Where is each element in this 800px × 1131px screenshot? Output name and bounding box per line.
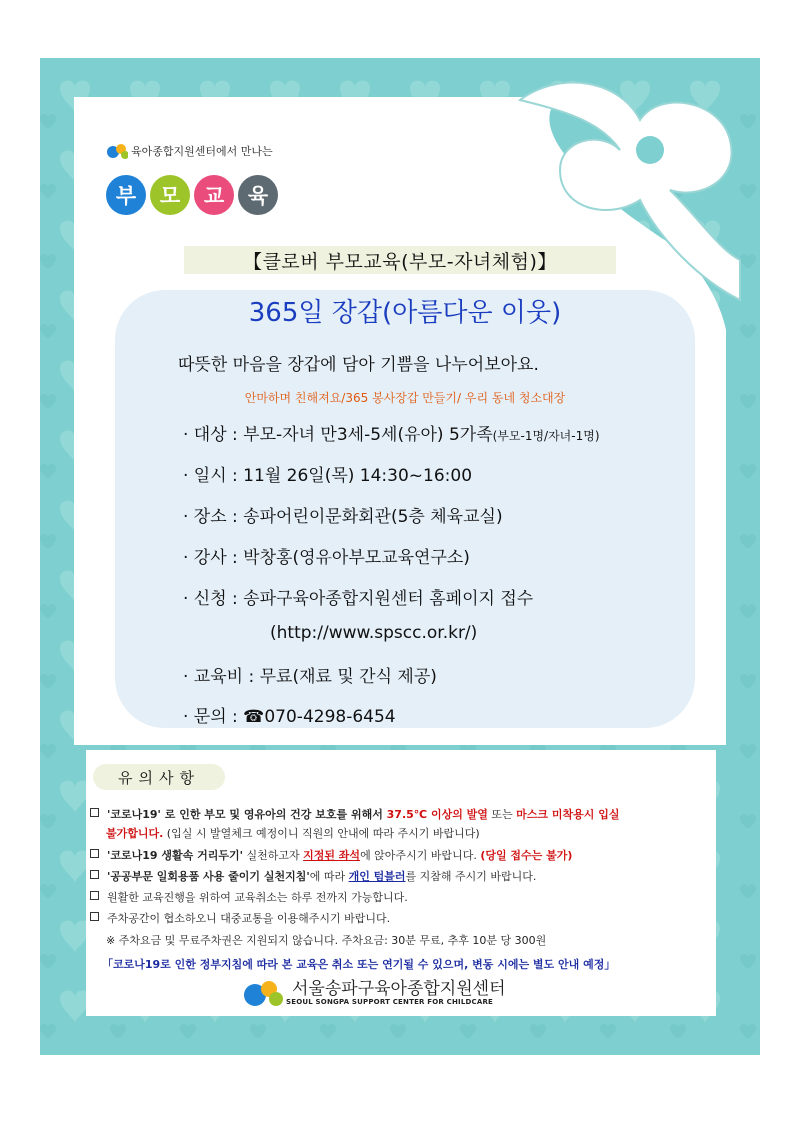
header-subtitle: 육아종합지원센터에서 만나는: [131, 145, 273, 158]
detail-datetime: · 일시 : 11월 26일(목) 14:30~16:00: [183, 466, 473, 486]
notice-item-covid-fever: '코로나19' 로 인한 부모 및 영유아의 건강 보호를 위해서 37.5℃ 이상의 발열 또는 마스크 미착용시 입실: [90, 806, 619, 822]
footer-logo: [242, 975, 556, 1011]
detail-registration: · 신청 : 송파구육아종합지원센터 홈페이지 접수: [183, 589, 534, 609]
notice-warning: 「코로나19로 인한 정부지침에 따라 본 교육은 취소 또는 연기될 수 있으며, 변동 시에는 별도 안내 예정」: [102, 958, 616, 971]
detail-fee: · 교육비 : 무료(재료 및 간식 제공): [183, 667, 437, 687]
notice-item-tumbler: '공공부문 일회용품 사용 줄이기 실천지침'에 따라 개인 텀블러를 지참해 주시기 바랍니다.: [90, 868, 536, 884]
notice-item-distancing: '코로나19 생활속 거리두기' 실천하고자 지정된 좌석에 앉아주시기 바랍니다. (당일 접수는 불가): [90, 847, 572, 863]
program-title-circles: [106, 175, 278, 215]
center-logo-icon: [106, 140, 128, 162]
program-activities: 안마하며 친해져요/365 봉사장갑 만들기/ 우리 동네 청소대장: [244, 391, 566, 405]
center-logo-icon: [242, 977, 286, 1009]
title-circle-3: 교: [194, 175, 234, 215]
detail-location: · 장소 : 송파어린이문화회관(5층 체육교실): [183, 507, 503, 527]
detail-contact: · 문의 : ☎070-4298-6454: [183, 707, 396, 727]
center-logo-row: [106, 140, 273, 162]
program-title: 365일 장갑(아름다운 이웃): [248, 298, 562, 328]
notice-item-parking-fee: ※ 주차요금 및 무료주차권은 지원되지 않습니다. 주차요금: 30분 무료, 추후 10분 당 300원: [106, 934, 547, 947]
footer-center-name: 서울송파구육아종합지원센터: [292, 978, 506, 999]
program-lead: 따뜻한 마음을 장갑에 담아 기쁨을 나누어보아요.: [178, 355, 539, 375]
title-circle-2: 모: [150, 175, 190, 215]
notice-label: 유의사항: [93, 764, 225, 790]
program-category: 【클로버 부모교육(부모-자녀체험)】: [184, 246, 616, 274]
footer-center-english: SEOUL SONGPA SUPPORT CENTER FOR CHILDCARE: [286, 997, 494, 1006]
detail-lecturer: · 강사 : 박창홍(영유아부모교육연구소): [183, 548, 470, 568]
notice-item-cancel: 원활한 교육진행을 위하여 교육취소는 하루 전까지 가능합니다.: [90, 889, 408, 905]
detail-registration-url[interactable]: (http://www.spscc.or.kr/): [270, 623, 478, 643]
detail-target: · 대상 : 부모-자녀 만3세-5세(유아) 5가족(부모-1명/자녀-1명): [183, 425, 600, 445]
title-circle-1: 부: [106, 175, 146, 215]
title-circle-4: 육: [238, 175, 278, 215]
notice-item-covid-fever-cont: 불가합니다. (입실 시 발열체크 예정이니 직원의 안내에 따라 주시기 바랍니다): [106, 827, 480, 840]
notice-item-parking: 주차공간이 협소하오니 대중교통을 이용해주시기 바랍니다.: [90, 910, 390, 926]
